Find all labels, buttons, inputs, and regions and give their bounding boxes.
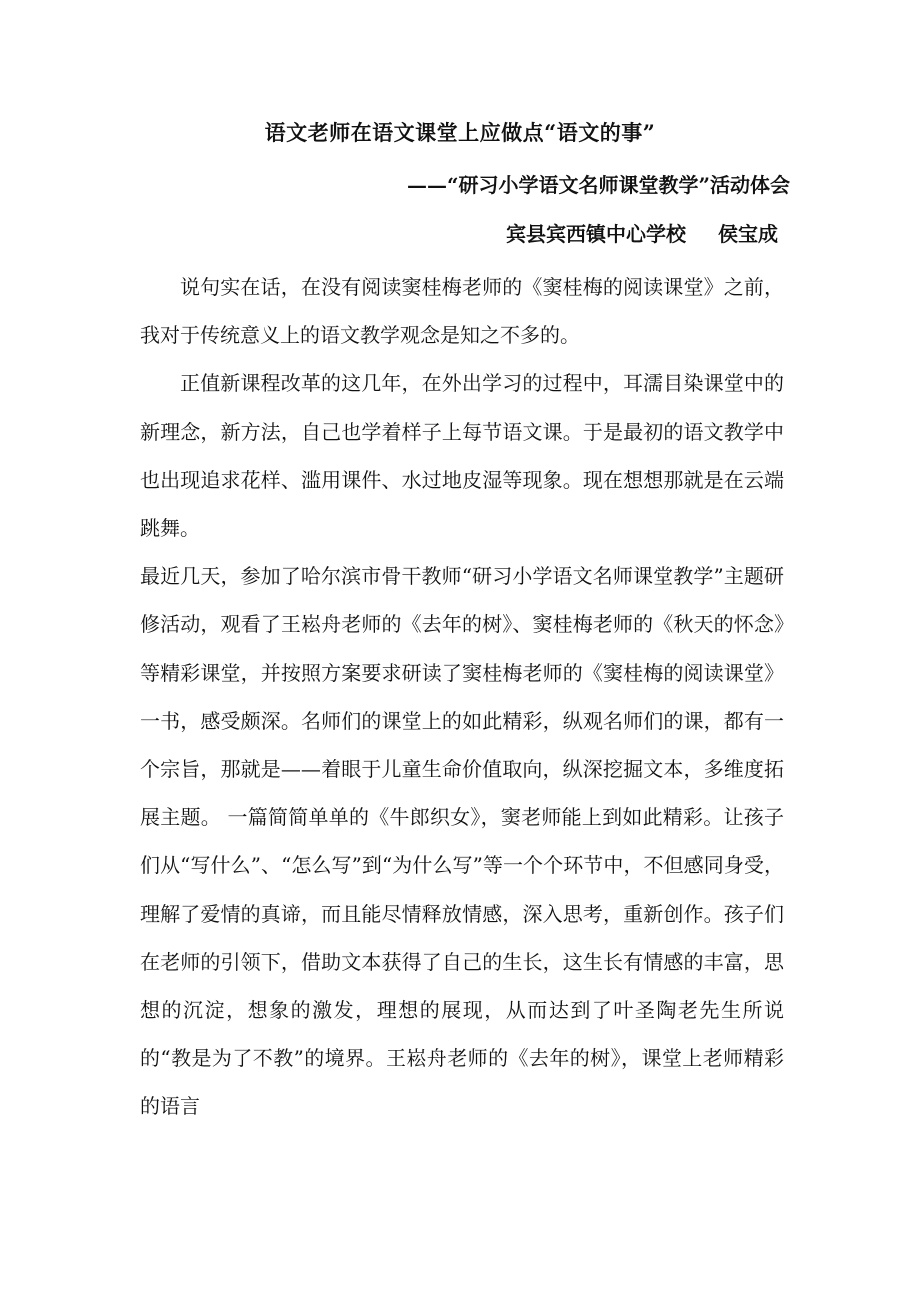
author-school: 宾县宾西镇中心学校 (506, 222, 686, 246)
document-title: 语文老师在语文课堂上应做点“语文的事” (264, 120, 656, 145)
paragraph-1: 说句实在话，在没有阅读窦桂梅老师的《窦桂梅的阅读课堂》之前，我对于传统意义上的语文教学观念是知之不多的。 (140, 275, 784, 348)
document-body (140, 263, 784, 1131)
author-line (506, 219, 778, 249)
author-name: 侯宝成 (718, 222, 778, 246)
paragraph-2: 正值新课程改革的这几年，在外出学习的过程中，耳濡目染课堂中的新理念，新方法，自己也学着样子上每节语文课。于是最初的语文教学中也出现追求花样、滥用课件、水过地皮湿等现象。现在想想那就是在云端跳舞。 (140, 371, 784, 541)
paragraph-3: 最近几天，参加了哈尔滨市骨干教师“研习小学语文名师课堂教学”主题研修活动，观看了王崧舟老师的《去年的树》、窦桂梅老师的《秋天的怀念》等精彩课堂，并按照方案要求研读了窦桂梅老师的《窦桂梅的阅读课堂》一书，感受颇深。名师们的课堂上的如此精彩，纵观名师们的课，都有一个宗旨，那就是——着眼于儿童生命价值取向，纵深挖掘文本，多维度拓展主题。 一篇简简单单的《牛郎织女》，窦老师能上到如此精彩。让孩子们从“写什么”、“怎么写”到“为什么写”等一个个环节中，不但感同身受，理解了爱情的真谛，而且能尽情释放情感，深入思考，重新创作。孩子们在老师的引领下，借助文本获得了自己的生长，这生长有情感的丰富，思想的沉淀，想象的激发，理想的展现，从而达到了叶圣陶老先生所说的“教是为了不教”的境界。王崧舟老师的《去年的树》，课堂上老师精彩的语言 (140, 564, 784, 1119)
document-subtitle: ——“研习小学语文名师课堂教学”活动体会 (406, 173, 790, 197)
